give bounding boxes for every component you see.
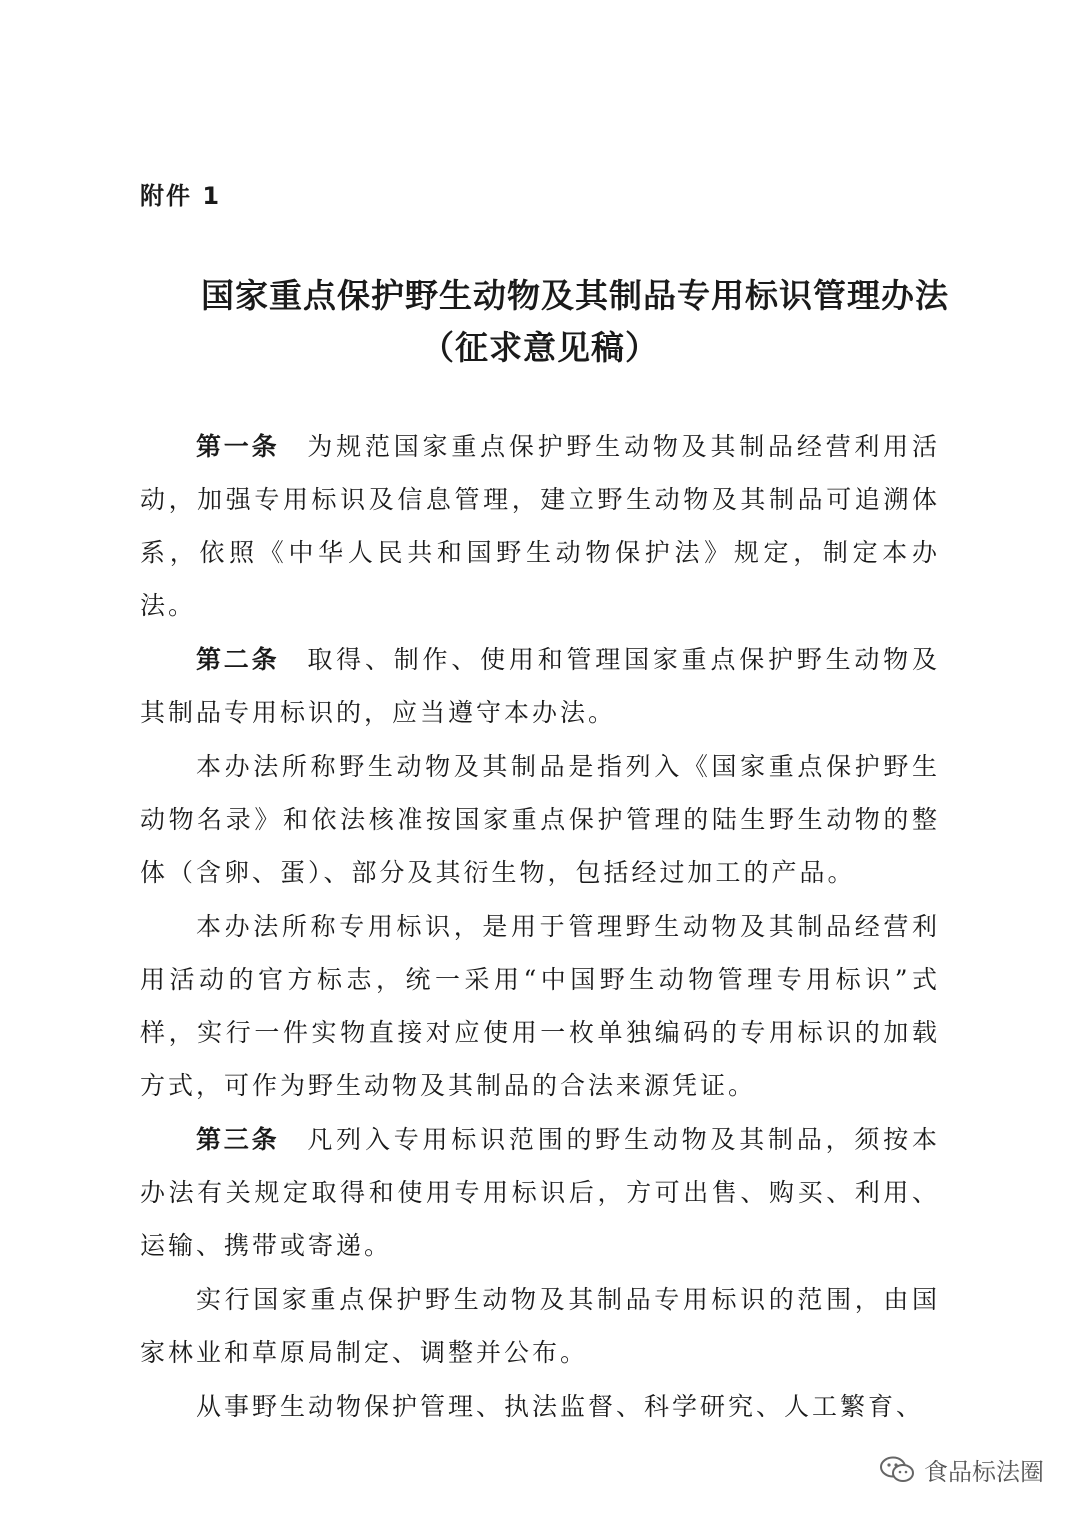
paragraph: [140, 1273, 940, 1379]
paragraph: [140, 900, 940, 1112]
paragraph-text: 本办法所称野生动物及其制品是指列入《国家重点保护野生动物名录》和依法核准按国家重点保护管理的陆生野生动物的整体（含卵、蛋）、部分及其衍生物，包括经过加工的产品。: [140, 752, 940, 887]
wechat-icon: [880, 1456, 914, 1484]
paragraph: [140, 420, 940, 632]
paragraph-text: 从事野生动物保护管理、执法监督、科学研究、人工繁育、: [196, 1392, 925, 1421]
paragraph: [140, 740, 940, 899]
watermark-text: 食品标法圈: [924, 1458, 1044, 1486]
paragraph-text: 取得、制作、使用和管理国家重点保护野生动物及其制品专用标识的，应当遵守本办法。: [140, 645, 940, 727]
document-subtitle: （征求意见稿）: [421, 328, 659, 367]
paragraph: [140, 633, 940, 739]
paragraph: [140, 1113, 940, 1272]
article-number: 第三条: [196, 1125, 280, 1154]
paragraph-text: 凡列入专用标识范围的野生动物及其制品，须按本办法有关规定取得和使用专用标识后，方可出售、购买、利用、运输、携带或寄递。: [140, 1125, 940, 1260]
paragraph: [140, 1380, 940, 1433]
paragraph-text: 本办法所称专用标识，是用于管理野生动物及其制品经营利用活动的官方标志，统一采用“中国野生动物管理专用标识”式样，实行一件实物直接对应使用一枚单独编码的专用标识的加载方式，可作为野生动物及其制品的合法来源凭证。: [140, 912, 940, 1100]
document-title: 国家重点保护野生动物及其制品专用标识管理办法: [201, 276, 949, 315]
article-number: 第二条: [196, 645, 280, 674]
paragraph-text: 为规范国家重点保护野生动物及其制品经营利用活动，加强专用标识及信息管理，建立野生动物及其制品可追溯体系，依照《中华人民共和国野生动物保护法》规定，制定本办法。: [140, 432, 940, 620]
paragraph-text: 实行国家重点保护野生动物及其制品专用标识的范围，由国家林业和草原局制定、调整并公布。: [140, 1285, 940, 1367]
watermark: [880, 1452, 1044, 1487]
attachment-label: 附件 1: [140, 182, 222, 210]
article-number: 第一条: [196, 432, 280, 461]
document-body: [140, 420, 940, 1434]
